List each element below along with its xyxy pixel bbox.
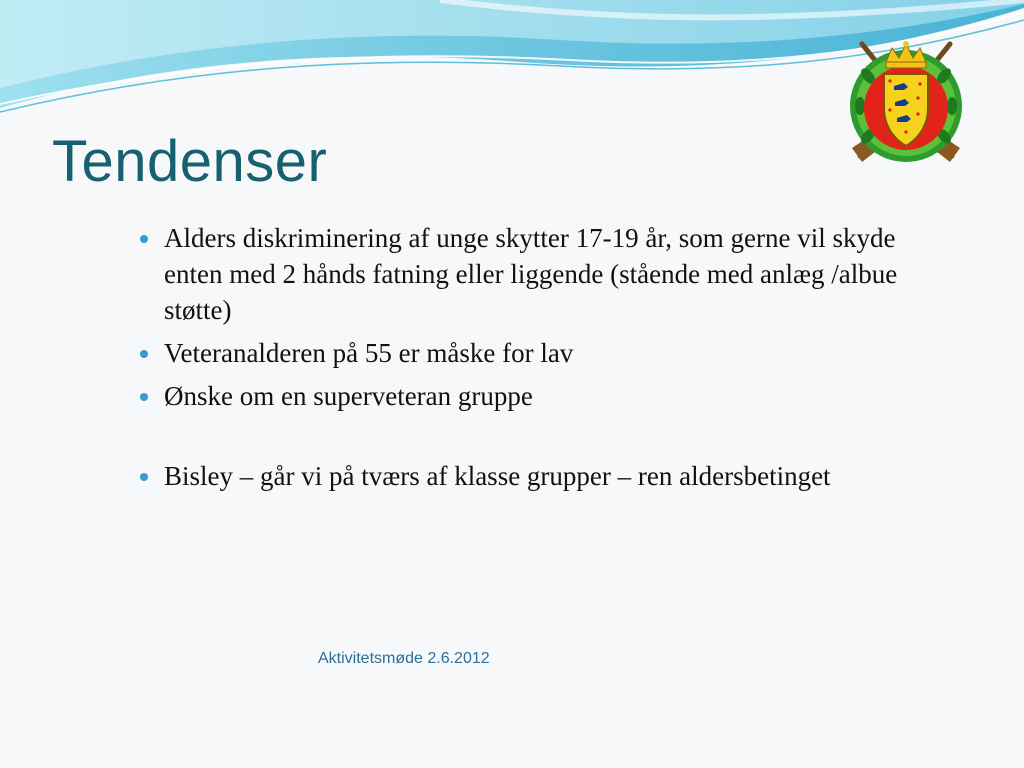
shooting-club-emblem-icon xyxy=(840,36,972,170)
bullet-text: Bisley – går vi på tværs af klasse grupper – ren aldersbetinget xyxy=(164,461,831,491)
bullet-dot-icon xyxy=(140,393,148,401)
bullet-item xyxy=(138,458,958,494)
page-title: Tendenser xyxy=(52,129,328,194)
bullet-dot-icon xyxy=(140,473,148,481)
bullet-text: Veteranalderen på 55 er måske for lav xyxy=(164,338,574,368)
bullet-list xyxy=(138,220,958,501)
bullet-dot-icon xyxy=(140,235,148,243)
bullet-item xyxy=(138,378,958,414)
bullet-dot-icon xyxy=(140,350,148,358)
bullet-item xyxy=(138,335,958,371)
bullet-text: Alders diskriminering af unge skytter 17-19 år, som gerne vil skyde enten med 2 hånds fatning eller liggende (stående med anlæg /albue støtte) xyxy=(164,223,898,325)
bullet-item xyxy=(138,220,958,328)
footer-text: Aktivitetsmøde 2.6.2012 xyxy=(318,650,490,667)
bullet-text: Ønske om en superveteran gruppe xyxy=(164,381,533,411)
